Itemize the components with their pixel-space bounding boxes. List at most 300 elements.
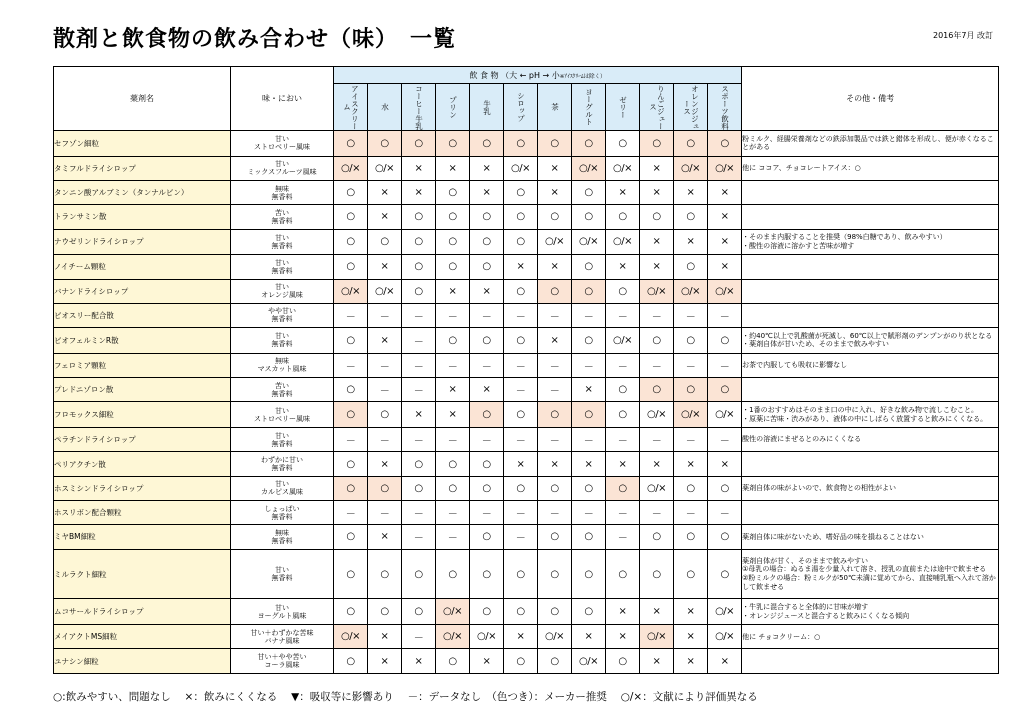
taste-cell <box>231 353 334 377</box>
header-beverage <box>368 84 402 131</box>
compatibility-mark: × <box>538 180 572 204</box>
compatibility-mark: － <box>334 500 368 524</box>
taste-line: 甘い <box>275 332 289 341</box>
header-beverage-label: 水 <box>380 103 390 111</box>
compatibility-mark: × <box>368 328 402 354</box>
compatibility-mark: ○ <box>402 229 436 255</box>
table-row <box>54 452 999 476</box>
header-row-1 <box>54 67 999 84</box>
compatibility-mark: × <box>470 156 504 180</box>
compatibility-mark: ○ <box>708 131 742 157</box>
taste-cell <box>231 525 334 549</box>
compatibility-mark: ○ <box>470 255 504 279</box>
compatibility-mark: × <box>606 599 640 625</box>
header-beverage <box>470 84 504 131</box>
header-beverage <box>334 84 368 131</box>
compatibility-mark: － <box>436 303 470 327</box>
compatibility-mark: － <box>606 428 640 452</box>
compatibility-mark: ○/× <box>334 279 368 303</box>
header-beverage-label: コーヒー牛乳 <box>414 84 424 130</box>
taste-line: 甘い <box>275 160 289 169</box>
compatibility-mark: ○ <box>606 205 640 229</box>
compatibility-mark: ○ <box>640 205 674 229</box>
compatibility-mark: ○ <box>368 131 402 157</box>
compatibility-mark: × <box>572 452 606 476</box>
compatibility-mark: ○ <box>470 452 504 476</box>
taste-line: 無香料 <box>271 192 293 201</box>
compatibility-mark: × <box>504 452 538 476</box>
compatibility-mark: － <box>708 428 742 452</box>
taste-cell <box>231 549 334 599</box>
compatibility-mark: × <box>402 180 436 204</box>
compatibility-mark: × <box>538 452 572 476</box>
taste-cell <box>231 625 334 649</box>
compatibility-mark: × <box>368 649 402 674</box>
compatibility-mark: ○ <box>334 525 368 549</box>
taste-line: 無香料 <box>271 574 293 583</box>
memo-cell <box>742 599 999 625</box>
drug-name: ホスリボン配合顆粒 <box>54 500 231 524</box>
taste-line: 無香料 <box>271 389 293 398</box>
compatibility-mark: ○ <box>368 229 402 255</box>
taste-line: 苦い <box>275 381 289 390</box>
compatibility-mark: － <box>572 353 606 377</box>
compatibility-mark: × <box>538 328 572 354</box>
compatibility-mark: × <box>504 255 538 279</box>
taste-cell <box>231 328 334 354</box>
compatibility-mark: × <box>572 378 606 402</box>
taste-cell <box>231 180 334 204</box>
memo-cell <box>742 156 999 180</box>
memo-line: ・薬剤自体が甘いため、そのままで飲みやすい <box>742 340 889 349</box>
compatibility-mark: × <box>606 180 640 204</box>
compatibility-mark: × <box>606 625 640 649</box>
compatibility-mark: ○ <box>708 378 742 402</box>
compatibility-mark: － <box>640 428 674 452</box>
memo-cell <box>742 353 999 377</box>
drug-name: ビオフェルミンR散 <box>54 328 231 354</box>
compatibility-mark: ○ <box>572 328 606 354</box>
compatibility-mark: × <box>674 649 708 674</box>
compatibility-mark: － <box>572 303 606 327</box>
taste-line: 無香料 <box>271 216 293 225</box>
compatibility-mark: ○ <box>470 525 504 549</box>
table-row <box>54 279 999 303</box>
compatibility-mark: － <box>674 353 708 377</box>
header-beverage-label: 茶 <box>550 103 560 111</box>
memo-line: 薬剤自体に味がないため、嗜好品の味を損ねることはない <box>742 532 924 541</box>
taste-line: 甘い＋やや苦い <box>257 653 307 662</box>
header-memo: その他・備考 <box>742 67 999 131</box>
drug-name: フェロミア顆粒 <box>54 353 231 377</box>
compatibility-mark: － <box>402 625 436 649</box>
compatibility-mark: ○ <box>674 549 708 599</box>
taste-cell <box>231 649 334 674</box>
taste-line: わずかに甘い <box>261 455 303 464</box>
compatibility-mark: － <box>470 500 504 524</box>
compatibility-mark: ○ <box>572 180 606 204</box>
compatibility-mark: ○ <box>504 205 538 229</box>
table-row <box>54 229 999 255</box>
taste-line: しょっぱい <box>264 504 300 513</box>
compatibility-mark: ○ <box>572 476 606 500</box>
memo-line: ・オレンジジュースと混合すると飲みにくくなる傾向 <box>742 611 910 620</box>
compatibility-mark: － <box>368 378 402 402</box>
compatibility-mark: ○ <box>606 649 640 674</box>
compatibility-mark: ○/× <box>708 599 742 625</box>
compatibility-mark: ○ <box>470 229 504 255</box>
drug-name: ペラチンドライシロップ <box>54 428 231 452</box>
compatibility-mark: ○ <box>640 378 674 402</box>
compatibility-mark: － <box>572 500 606 524</box>
compatibility-mark: － <box>402 500 436 524</box>
taste-cell <box>231 279 334 303</box>
drug-name: ペリアクチン散 <box>54 452 231 476</box>
taste-line: 無味 <box>275 184 289 193</box>
compatibility-mark: ○ <box>504 279 538 303</box>
compatibility-mark: × <box>640 255 674 279</box>
table-row <box>54 649 999 674</box>
memo-cell <box>742 500 999 524</box>
compatibility-mark: ○ <box>334 205 368 229</box>
compatibility-mark: － <box>606 525 640 549</box>
compatibility-mark: × <box>470 378 504 402</box>
header-beverage-label: シロップ <box>516 92 526 122</box>
header-beverages <box>334 67 742 84</box>
compatibility-mark: × <box>674 180 708 204</box>
memo-cell <box>742 649 999 674</box>
compatibility-mark: × <box>640 452 674 476</box>
table-row <box>54 599 999 625</box>
compatibility-mark: ○ <box>674 476 708 500</box>
compatibility-mark: ○ <box>470 549 504 599</box>
compatibility-mark: × <box>402 402 436 428</box>
compatibility-mark: ○ <box>606 378 640 402</box>
compatibility-mark: × <box>674 625 708 649</box>
compatibility-mark: ○ <box>538 476 572 500</box>
header-beverages-note: ※ｱｲｽｸﾘｰﾑは除く） <box>559 73 606 80</box>
memo-cell <box>742 205 999 229</box>
compatibility-mark: ○ <box>402 476 436 500</box>
compatibility-mark: － <box>436 353 470 377</box>
taste-line: ストロベリー風味 <box>254 143 310 152</box>
taste-line: 甘い <box>275 233 289 242</box>
compatibility-mark: ○/× <box>436 625 470 649</box>
header-beverage-label: ゼリー <box>618 95 628 119</box>
compatibility-mark: ○ <box>572 402 606 428</box>
compatibility-mark: ○ <box>368 599 402 625</box>
compatibility-mark: ○ <box>674 131 708 157</box>
compatibility-mark: × <box>572 625 606 649</box>
compatibility-mark: － <box>708 303 742 327</box>
compatibility-mark: ○ <box>572 131 606 157</box>
compatibility-mark: － <box>538 428 572 452</box>
memo-line: ②粉ミルクの場合：粉ミルクが50℃未満に覚めてから、直接哺乳瓶へ入れて溶かして飲ませる <box>742 574 996 591</box>
compatibility-mark: － <box>606 353 640 377</box>
table-row <box>54 156 999 180</box>
table-row <box>54 476 999 500</box>
table-row <box>54 255 999 279</box>
compatibility-mark: ○ <box>538 402 572 428</box>
compatibility-mark: ○ <box>572 255 606 279</box>
compatibility-mark: ○/× <box>572 229 606 255</box>
taste-line: 甘い＋わずかな苦味 <box>250 628 314 637</box>
header-beverage <box>674 84 708 131</box>
compatibility-mark: × <box>368 205 402 229</box>
compatibility-mark: ○ <box>606 476 640 500</box>
drug-name: ムコサールドライシロップ <box>54 599 231 625</box>
taste-line: 苦い <box>275 208 289 217</box>
table-row <box>54 428 999 452</box>
compatibility-mark: ○ <box>572 549 606 599</box>
compatibility-mark: ○ <box>436 229 470 255</box>
taste-line: ミックスフルーツ風味 <box>247 168 317 177</box>
compatibility-mark: － <box>640 353 674 377</box>
compatibility-mark: ○ <box>504 131 538 157</box>
taste-line: 無香料 <box>271 536 293 545</box>
drug-name: セフゾン細粒 <box>54 131 231 157</box>
compatibility-mark: ○ <box>674 328 708 354</box>
drug-name: タミフルドライシロップ <box>54 156 231 180</box>
header-beverage-label: オレンジジュース <box>682 84 700 130</box>
compatibility-mark: ○/× <box>640 402 674 428</box>
memo-line: ・1番のおすすめはそのまま口の中に入れ、好きな飲み物で流しこむこと。 <box>742 406 979 415</box>
compatibility-mark: × <box>368 180 402 204</box>
compatibility-mark: － <box>674 500 708 524</box>
compatibility-mark: － <box>470 353 504 377</box>
compatibility-mark: ○/× <box>538 625 572 649</box>
compatibility-mark: ○ <box>402 599 436 625</box>
compatibility-mark: ○ <box>606 279 640 303</box>
drug-name: フロモックス細粒 <box>54 402 231 428</box>
compatibility-mark: ○ <box>572 205 606 229</box>
compatibility-mark: － <box>436 500 470 524</box>
compatibility-mark: ○ <box>436 180 470 204</box>
compatibility-mark: ○ <box>334 131 368 157</box>
compatibility-mark: ○ <box>504 599 538 625</box>
compatibility-mark: × <box>640 599 674 625</box>
compatibility-mark: ○ <box>674 525 708 549</box>
taste-line: 甘い <box>275 431 289 440</box>
compatibility-mark: × <box>368 625 402 649</box>
compatibility-mark: × <box>640 156 674 180</box>
table-row <box>54 625 999 649</box>
memo-cell <box>742 549 999 599</box>
taste-cell <box>231 156 334 180</box>
compatibility-mark: － <box>572 428 606 452</box>
header-beverage <box>708 84 742 131</box>
compatibility-mark: ○ <box>708 328 742 354</box>
compatibility-mark: ○ <box>436 649 470 674</box>
compatibility-mark: ○ <box>334 180 368 204</box>
compatibility-mark: － <box>368 353 402 377</box>
taste-cell <box>231 452 334 476</box>
compatibility-mark: ○ <box>436 452 470 476</box>
compatibility-mark: ○ <box>402 549 436 599</box>
compatibility-mark: ○ <box>538 131 572 157</box>
compatibility-mark: × <box>674 452 708 476</box>
compatibility-mark: － <box>334 428 368 452</box>
memo-cell <box>742 625 999 649</box>
header-beverage-label: りんごジュース <box>648 84 666 130</box>
taste-cell <box>231 229 334 255</box>
table-row <box>54 549 999 599</box>
memo-cell <box>742 402 999 428</box>
compatibility-mark: ○/× <box>708 402 742 428</box>
compatibility-mark: － <box>470 428 504 452</box>
taste-line: コーラ風味 <box>264 661 300 670</box>
taste-line: 無香料 <box>271 241 293 250</box>
compatibility-mark: － <box>674 303 708 327</box>
table-row <box>54 353 999 377</box>
compatibility-mark: ○ <box>436 328 470 354</box>
compatibility-mark: ○ <box>708 476 742 500</box>
compatibility-mark: ○ <box>674 205 708 229</box>
compatibility-mark: ○ <box>538 525 572 549</box>
compatibility-mark: － <box>368 428 402 452</box>
compatibility-mark: － <box>504 378 538 402</box>
compatibility-mark: － <box>504 353 538 377</box>
compatibility-mark: ○ <box>436 255 470 279</box>
taste-line: 甘い <box>275 480 289 489</box>
compatibility-mark: ○ <box>538 279 572 303</box>
taste-line: 無香料 <box>271 512 293 521</box>
drug-name: ビオスリー配合散 <box>54 303 231 327</box>
compatibility-mark: ○/× <box>538 229 572 255</box>
compatibility-mark: × <box>470 279 504 303</box>
compatibility-mark: ○/× <box>640 279 674 303</box>
compatibility-mark: ○/× <box>640 476 674 500</box>
table-row <box>54 131 999 157</box>
memo-line: 他に ココア、チョコレートアイス：○ <box>742 164 861 173</box>
memo-cell <box>742 303 999 327</box>
taste-line: 無香料 <box>271 439 293 448</box>
compatibility-mark: × <box>436 156 470 180</box>
compatibility-mark: － <box>504 303 538 327</box>
compatibility-mark: ○ <box>402 205 436 229</box>
compatibility-mark: ○ <box>368 549 402 599</box>
compatibility-mark: ○/× <box>674 156 708 180</box>
memo-line: 酸性の溶液にまぜるとのみにくくなる <box>742 435 862 444</box>
compatibility-mark: ○ <box>674 255 708 279</box>
compatibility-table <box>53 66 999 674</box>
compatibility-mark: × <box>470 180 504 204</box>
compatibility-mark: × <box>470 649 504 674</box>
compatibility-mark: － <box>504 525 538 549</box>
compatibility-mark: × <box>708 255 742 279</box>
compatibility-mark: ○ <box>334 599 368 625</box>
compatibility-mark: － <box>402 378 436 402</box>
header-beverage-label: アイスクリーム <box>342 84 360 130</box>
compatibility-mark: － <box>402 353 436 377</box>
taste-line: 無香料 <box>271 315 293 324</box>
compatibility-mark: ○ <box>470 205 504 229</box>
compatibility-mark: ○ <box>572 599 606 625</box>
header-beverage <box>538 84 572 131</box>
compatibility-mark: × <box>436 402 470 428</box>
compatibility-mark: － <box>334 303 368 327</box>
compatibility-mark: × <box>538 255 572 279</box>
compatibility-mark: ○/× <box>504 156 538 180</box>
compatibility-mark: ○ <box>470 328 504 354</box>
table-row <box>54 328 999 354</box>
compatibility-mark: ○/× <box>572 649 606 674</box>
compatibility-mark: － <box>708 500 742 524</box>
compatibility-mark: ○ <box>436 549 470 599</box>
taste-line: バナナ風味 <box>264 636 300 645</box>
compatibility-mark: × <box>674 599 708 625</box>
compatibility-mark: ○ <box>504 649 538 674</box>
compatibility-mark: ○/× <box>606 156 640 180</box>
compatibility-mark: ○/× <box>708 156 742 180</box>
compatibility-mark: － <box>640 500 674 524</box>
drug-name: ミヤBM細粒 <box>54 525 231 549</box>
compatibility-mark: ○ <box>504 229 538 255</box>
memo-line: ・そのまま内服することを推奨（98%白糖であり、飲みやすい） <box>742 233 947 242</box>
compatibility-mark: ○ <box>640 328 674 354</box>
header-beverage <box>606 84 640 131</box>
compatibility-mark: － <box>402 428 436 452</box>
taste-line: 甘い <box>275 283 289 292</box>
compatibility-mark: ○ <box>436 205 470 229</box>
compatibility-mark: － <box>538 500 572 524</box>
compatibility-mark: ○ <box>504 402 538 428</box>
compatibility-mark: － <box>402 328 436 354</box>
compatibility-mark: － <box>538 353 572 377</box>
compatibility-mark: ○ <box>572 525 606 549</box>
compatibility-mark: ○ <box>470 599 504 625</box>
drug-name: プレドニゾロン散 <box>54 378 231 402</box>
memo-line: 薬剤自体が甘く、そのままで飲みやすい <box>742 556 868 565</box>
compatibility-mark: ○ <box>708 525 742 549</box>
compatibility-mark: ○ <box>368 476 402 500</box>
memo-line: ・約40℃以上で乳酸菌が死滅し、60℃以上で賦形剤のデンプンがのり状となる <box>742 331 993 340</box>
table-row <box>54 180 999 204</box>
compatibility-mark: ○ <box>402 255 436 279</box>
compatibility-mark: － <box>538 303 572 327</box>
taste-line: 無味 <box>275 528 289 537</box>
drug-name: ノイチーム顆粒 <box>54 255 231 279</box>
compatibility-mark: ○ <box>674 378 708 402</box>
revision-date: 2016年7月 改訂 <box>933 31 993 40</box>
compatibility-mark: ○ <box>538 205 572 229</box>
memo-cell <box>742 255 999 279</box>
memo-cell <box>742 428 999 452</box>
compatibility-mark: ○/× <box>708 625 742 649</box>
compatibility-mark: ○/× <box>436 599 470 625</box>
table-row <box>54 525 999 549</box>
memo-cell <box>742 476 999 500</box>
compatibility-mark: ○/× <box>606 328 640 354</box>
compatibility-mark: ○ <box>640 525 674 549</box>
compatibility-mark: × <box>402 156 436 180</box>
compatibility-mark: ○ <box>334 476 368 500</box>
compatibility-mark: － <box>538 378 572 402</box>
memo-line: ・酸性の溶液に溶かすと苦味が増す <box>742 241 855 250</box>
table-row <box>54 378 999 402</box>
compatibility-mark: × <box>368 255 402 279</box>
taste-line: ヨーグルト風味 <box>257 611 307 620</box>
compatibility-mark: ○ <box>572 279 606 303</box>
memo-line: ・牛乳に混合すると全体的に甘味が増す <box>742 603 869 612</box>
compatibility-mark: ○/× <box>334 625 368 649</box>
memo-cell <box>742 328 999 354</box>
drug-name: トランサミン散 <box>54 205 231 229</box>
compatibility-mark: ○ <box>538 649 572 674</box>
compatibility-mark: ○ <box>470 402 504 428</box>
compatibility-mark: ○ <box>436 131 470 157</box>
compatibility-mark: ○ <box>436 476 470 500</box>
